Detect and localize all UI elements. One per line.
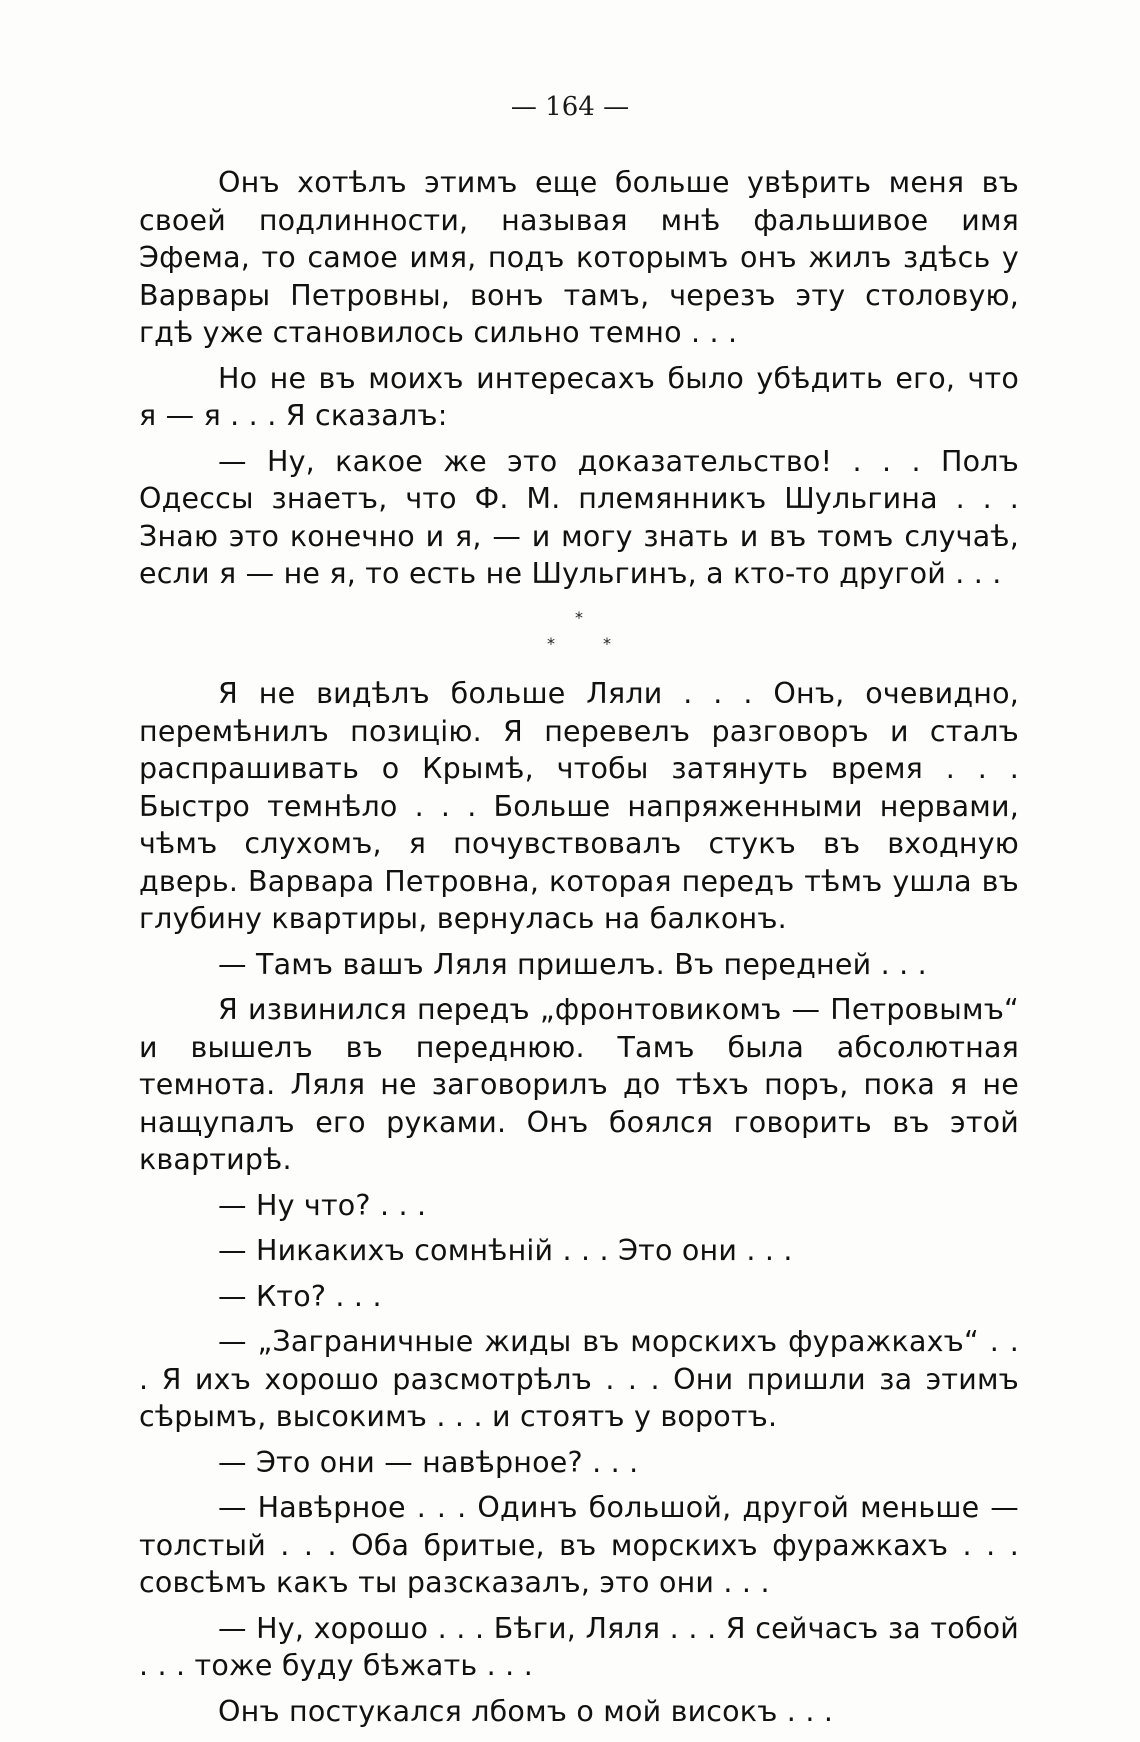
paragraph: Я не видѣлъ больше Ляли . . . Онъ, очевидно, перемѣнилъ позицію. Я перевелъ разговоръ и сталъ распрашивать о Крымѣ, чтобы затянуть время . . . Быстро темнѣло . . . Больше напряженными нервами, чѣмъ слухомъ, я почувствовалъ стукъ въ входную дверь. Варвара Петровна, которая передъ тѣмъ ушла въ глубину квартиры, вернулась на балконъ.	[139, 677, 1019, 935]
dialogue-line: — Кто? . . .	[218, 1279, 382, 1313]
dialogue-line: — Ну, хорошо . . . Бѣги, Ляля . . . Я сейчасъ за тобой . . . тоже буду бѣжать . . .	[139, 1611, 1019, 1682]
dialogue-line: — Никакихъ сомнѣній . . . Это они . . .	[218, 1234, 793, 1267]
text-section-2	[139, 675, 1019, 1738]
asterism-star: *	[547, 634, 555, 653]
dialogue-line: — „Заграничные жиды въ морскихъ фуражкахъ“ . . . Я ихъ хорошо разсмотрѣлъ . . . Они пришли за этимъ сѣрымъ, высокимъ . . . и стоятъ у воротъ.	[139, 1325, 1019, 1433]
dialogue-line: — Тамъ вашъ Ляля пришелъ. Въ передней . . .	[218, 947, 927, 981]
paragraph: Я извинился передъ „фронтовикомъ — Петровымъ“ и вышелъ въ переднюю. Тамъ была абсолютная темнота. Ляля не заговорилъ до тѣхъ поръ, пока я не нащупалъ его руками. Онъ боялся говорить въ этой квартирѣ.	[139, 993, 1019, 1176]
text-section-1	[139, 164, 1019, 601]
asterism-star: *	[575, 608, 583, 627]
section-separator-asterism	[535, 608, 625, 658]
paragraph: Онъ постукался лбомъ о мой високъ . . .	[218, 1694, 834, 1728]
page-number: — 164 —	[510, 92, 630, 122]
dialogue-line: — Навѣрное . . . Одинъ большой, другой меньше — толстый . . . Оба бритые, въ морскихъ фуражкахъ . . . совсѣмъ какъ ты разсказалъ, это они . . .	[139, 1491, 1019, 1599]
dialogue-line: — Ну что? . . .	[218, 1188, 427, 1222]
asterism-star: *	[603, 634, 611, 653]
paragraph: — Ну, какое же это доказательство! . . . Полъ Одессы знаетъ, что Ф. М. племянникъ Шульгина . . . Знаю это конечно и я, — и могу знать и въ томъ случаѣ, если я — не я, то есть не Шульгинъ, а кто-то другой . . .	[139, 444, 1019, 590]
paragraph: Но не въ моихъ интересахъ было убѣдить его, что я — я . . . Я сказалъ:	[139, 361, 1019, 432]
paragraph: Онъ хотѣлъ этимъ еще больше увѣрить меня въ своей подлинности, называя мнѣ фальшивое имя Эфема, то самое имя, подъ которымъ онъ жилъ здѣсь у Варвары Петровны, вонъ тамъ, черезъ эту столовую, гдѣ уже становилось сильно темно . . .	[139, 166, 1019, 349]
dialogue-line: — Это они — навѣрное? . . .	[218, 1445, 639, 1479]
